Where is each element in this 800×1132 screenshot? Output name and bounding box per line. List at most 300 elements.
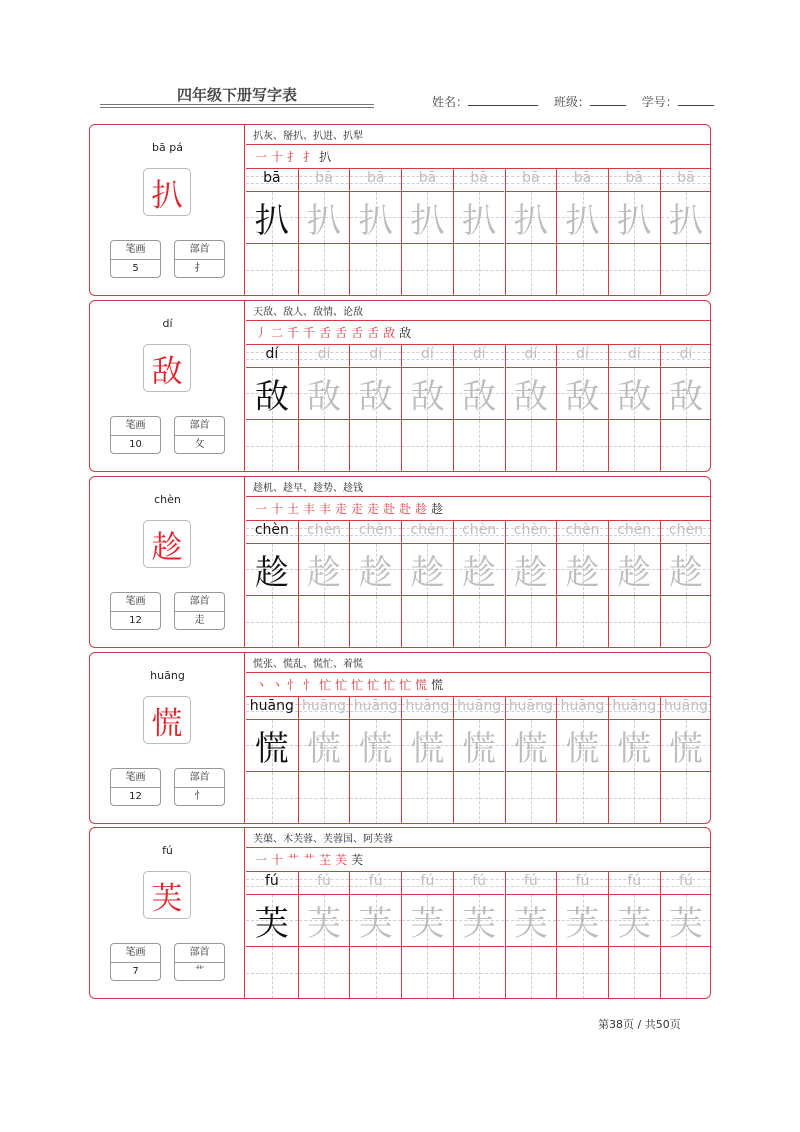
- stroke-step: 扒: [319, 149, 332, 164]
- stroke-step: 一: [255, 501, 268, 516]
- stroke-order: [255, 675, 443, 693]
- pinyin-cell: [506, 345, 557, 368]
- pinyin-cell: [557, 521, 608, 544]
- pinyin-cell: [661, 521, 711, 544]
- writing-cell[interactable]: [454, 244, 505, 296]
- writing-cell[interactable]: [246, 772, 298, 824]
- radical-value: 扌: [194, 263, 205, 274]
- trace-cell[interactable]: [350, 544, 401, 596]
- pinyin-cell: [506, 169, 557, 192]
- pinyin-trace: huāng: [405, 698, 450, 714]
- trace-cell[interactable]: [350, 192, 401, 244]
- radical-label: 部首: [175, 944, 224, 963]
- radical-box: [174, 416, 225, 454]
- pinyin-cell: [557, 697, 608, 720]
- stroke-step: 丿: [255, 325, 268, 340]
- pinyin-cell: [506, 872, 557, 895]
- pinyin-cell: [557, 872, 608, 895]
- pinyin-trace: chèn: [462, 522, 497, 538]
- stroke-count-value: 5: [132, 263, 139, 274]
- pinyin-cell: [454, 697, 505, 720]
- trace-cell[interactable]: [454, 720, 505, 772]
- trace-cell[interactable]: [454, 544, 505, 596]
- pinyin-cell: [402, 169, 453, 192]
- pinyin-model: chèn: [254, 522, 289, 538]
- practice-column: [608, 345, 660, 471]
- practice-column: [246, 872, 298, 998]
- stroke-step: 丰: [319, 501, 332, 516]
- model-cell[interactable]: [246, 544, 298, 596]
- writing-cell[interactable]: [506, 772, 557, 824]
- radical-box: [174, 240, 225, 278]
- model-character: 敌: [254, 376, 289, 417]
- writing-cell[interactable]: [402, 947, 453, 999]
- stroke-step: 芏: [319, 852, 332, 867]
- practice-column: [453, 345, 505, 471]
- pinyin-cell: [246, 521, 298, 544]
- trace-cell[interactable]: [557, 895, 608, 947]
- stroke-order: [255, 499, 443, 517]
- stroke-count-label: 笔画: [111, 769, 160, 788]
- pinyin-trace: bā: [625, 170, 643, 186]
- stroke-step: 忙: [335, 677, 348, 692]
- page-number: 第38页 / 共50页: [598, 1018, 681, 1031]
- pinyin-cell: [246, 872, 298, 895]
- practice-area: [246, 301, 710, 471]
- pinyin-trace: chèn: [565, 522, 600, 538]
- model-cell[interactable]: [246, 192, 298, 244]
- writing-cell[interactable]: [299, 244, 350, 296]
- trace-character: 扒: [513, 200, 548, 241]
- character-info-panel: [90, 125, 245, 295]
- stroke-step: 芙: [351, 852, 364, 867]
- practice-column: [660, 697, 711, 823]
- pinyin-trace: fú: [472, 873, 487, 889]
- pinyin-trace: fú: [575, 873, 590, 889]
- pinyin-cell: [609, 872, 660, 895]
- pinyin-cell: [299, 345, 350, 368]
- character-display: 慌: [143, 696, 191, 744]
- trace-character: 慌: [617, 728, 652, 769]
- trace-cell[interactable]: [661, 192, 711, 244]
- trace-character: 慌: [307, 728, 342, 769]
- trace-cell[interactable]: [557, 544, 608, 596]
- stroke-step: 忙: [319, 677, 332, 692]
- writing-cell[interactable]: [506, 596, 557, 648]
- practice-column: [349, 169, 401, 295]
- trace-cell[interactable]: [661, 368, 711, 420]
- stroke-step: 忙: [367, 677, 380, 692]
- writing-cell[interactable]: [661, 772, 711, 824]
- trace-cell[interactable]: [661, 895, 711, 947]
- stroke-count-label: 笔画: [111, 944, 160, 963]
- title-underline-2: [100, 107, 374, 108]
- word-examples: 慌张、慌乱、慌忙、着慌: [253, 659, 363, 670]
- trace-cell[interactable]: [402, 544, 453, 596]
- pinyin-trace: dí: [679, 346, 693, 362]
- stroke-order: [255, 147, 331, 165]
- stroke-step: 忄: [303, 677, 316, 692]
- trace-cell[interactable]: [506, 895, 557, 947]
- stroke-step: 敌: [399, 325, 412, 340]
- trace-cell[interactable]: [609, 368, 660, 420]
- trace-character: 趁: [668, 552, 703, 593]
- stroke-step: 一: [255, 852, 268, 867]
- writing-cell[interactable]: [246, 596, 298, 648]
- pinyin-cell: [402, 697, 453, 720]
- writing-cell[interactable]: [350, 947, 401, 999]
- pinyin-cell: [402, 521, 453, 544]
- trace-character: 芙: [668, 903, 703, 944]
- practice-column: [660, 345, 711, 471]
- stroke-count-box: [110, 768, 161, 806]
- pinyin-trace: dí: [317, 346, 331, 362]
- radical-value: 走: [194, 615, 205, 626]
- writing-cell[interactable]: [557, 420, 608, 472]
- character-pinyin: bā pá: [152, 141, 183, 154]
- trace-character: 芙: [410, 903, 445, 944]
- writing-cell[interactable]: [350, 420, 401, 472]
- pinyin-trace: huāng: [612, 698, 657, 714]
- trace-cell[interactable]: [299, 192, 350, 244]
- writing-cell[interactable]: [402, 244, 453, 296]
- writing-cell[interactable]: [350, 244, 401, 296]
- stroke-count-value: 12: [129, 791, 142, 802]
- trace-cell[interactable]: [454, 192, 505, 244]
- practice-column: [453, 872, 505, 998]
- trace-character: 敌: [358, 376, 393, 417]
- stroke-order: [255, 850, 363, 868]
- pinyin-cell: [454, 521, 505, 544]
- stroke-count-box: [110, 592, 161, 630]
- writing-cell[interactable]: [661, 947, 711, 999]
- pinyin-trace: chèn: [513, 522, 548, 538]
- student-info-fields: [432, 93, 714, 110]
- writing-cell[interactable]: [299, 420, 350, 472]
- practice-column: [505, 345, 557, 471]
- stroke-step: 一: [255, 149, 268, 164]
- trace-cell[interactable]: [609, 720, 660, 772]
- stroke-order: [255, 323, 411, 341]
- practice-column: [608, 697, 660, 823]
- writing-cell[interactable]: [246, 244, 298, 296]
- trace-character: 敌: [462, 376, 497, 417]
- writing-cell[interactable]: [299, 772, 350, 824]
- stroke-step: 舌: [367, 325, 380, 340]
- stroke-count-box: [110, 943, 161, 981]
- pinyin-trace: fú: [368, 873, 383, 889]
- pinyin-cell: [299, 521, 350, 544]
- trace-cell[interactable]: [299, 895, 350, 947]
- word-examples: 趁机、趁早、趁势、趁钱: [253, 483, 363, 494]
- trace-cell[interactable]: [454, 895, 505, 947]
- word-examples: 扒灰、掰扒、扒进、扒犁: [253, 131, 363, 142]
- pinyin-trace: fú: [627, 873, 642, 889]
- stroke-step: 千: [303, 325, 316, 340]
- stroke-step: 忙: [399, 677, 412, 692]
- practice-column: [349, 872, 401, 998]
- practice-area: [246, 477, 710, 647]
- pinyin-cell: [350, 345, 401, 368]
- trace-cell[interactable]: [506, 544, 557, 596]
- stroke-step: 艹: [287, 852, 300, 867]
- practice-column: [349, 521, 401, 647]
- stroke-step: 丶: [255, 677, 268, 692]
- stroke-step: 舌: [351, 325, 364, 340]
- pinyin-model: huāng: [249, 698, 294, 714]
- writing-cell[interactable]: [454, 420, 505, 472]
- writing-cell[interactable]: [557, 772, 608, 824]
- trace-cell[interactable]: [350, 895, 401, 947]
- writing-cell[interactable]: [454, 772, 505, 824]
- model-cell[interactable]: [246, 368, 298, 420]
- pinyin-cell: [454, 169, 505, 192]
- radical-label: 部首: [175, 417, 224, 436]
- stroke-count-box: [110, 416, 161, 454]
- pinyin-trace: chèn: [668, 522, 703, 538]
- pinyin-trace: dí: [369, 346, 383, 362]
- trace-cell[interactable]: [350, 720, 401, 772]
- practice-column: [660, 872, 711, 998]
- trace-cell[interactable]: [609, 895, 660, 947]
- stroke-step: 艹: [303, 852, 316, 867]
- trace-character: 扒: [565, 200, 600, 241]
- pinyin-trace: huāng: [663, 698, 708, 714]
- model-cell[interactable]: [246, 895, 298, 947]
- radical-value: 艹: [194, 966, 205, 977]
- writing-cell[interactable]: [246, 420, 298, 472]
- radical-label: 部首: [175, 241, 224, 260]
- trace-cell[interactable]: [661, 544, 711, 596]
- pinyin-cell: [557, 169, 608, 192]
- trace-character: 扒: [668, 200, 703, 241]
- character-pinyin: chèn: [154, 493, 181, 506]
- pinyin-cell: [246, 169, 298, 192]
- trace-character: 芙: [565, 903, 600, 944]
- trace-cell[interactable]: [609, 544, 660, 596]
- trace-cell[interactable]: [350, 368, 401, 420]
- stroke-step: 走: [367, 501, 380, 516]
- character-display: 敌: [143, 344, 191, 392]
- trace-cell[interactable]: [506, 720, 557, 772]
- stroke-count-value: 7: [132, 966, 139, 977]
- pinyin-trace: bā: [677, 170, 695, 186]
- pinyin-model: bā: [263, 170, 281, 186]
- class-label: 班级：: [553, 95, 590, 109]
- pinyin-trace: bā: [573, 170, 592, 186]
- trace-cell[interactable]: [557, 720, 608, 772]
- practice-column: [246, 521, 298, 647]
- trace-character: 趁: [617, 552, 652, 593]
- writing-cell[interactable]: [609, 947, 660, 999]
- writing-cell[interactable]: [661, 420, 711, 472]
- writing-cell[interactable]: [402, 772, 453, 824]
- number-field[interactable]: [678, 95, 714, 106]
- trace-cell[interactable]: [402, 720, 453, 772]
- stroke-step: 芙: [335, 852, 348, 867]
- word-examples: 天敌、敌人、敌情、论敌: [253, 307, 363, 318]
- pinyin-trace: huāng: [508, 698, 553, 714]
- stroke-count-label: 笔画: [111, 417, 160, 436]
- practice-column: [505, 697, 557, 823]
- trace-cell[interactable]: [557, 192, 608, 244]
- stroke-step: 十: [271, 501, 284, 516]
- pinyin-trace: bā: [470, 170, 488, 186]
- practice-area: [246, 653, 710, 823]
- writing-cell[interactable]: [402, 596, 453, 648]
- practice-area: [246, 125, 710, 295]
- character-info-panel: [90, 477, 245, 647]
- practice-column: [349, 697, 401, 823]
- stroke-step: 赴: [383, 501, 396, 516]
- trace-cell[interactable]: [402, 895, 453, 947]
- trace-character: 敌: [513, 376, 548, 417]
- pinyin-cell: [350, 872, 401, 895]
- writing-cell[interactable]: [609, 420, 660, 472]
- practice-column: [608, 169, 660, 295]
- writing-cell[interactable]: [557, 244, 608, 296]
- writing-cell[interactable]: [661, 244, 711, 296]
- practice-column: [556, 697, 608, 823]
- trace-character: 芙: [307, 903, 342, 944]
- practice-column: [556, 169, 608, 295]
- writing-cell[interactable]: [609, 244, 660, 296]
- pinyin-trace: chèn: [358, 522, 393, 538]
- trace-cell[interactable]: [506, 192, 557, 244]
- trace-cell[interactable]: [299, 720, 350, 772]
- writing-cell[interactable]: [402, 420, 453, 472]
- stroke-step: 舌: [319, 325, 332, 340]
- character-display: 扒: [143, 168, 191, 216]
- pinyin-trace: bā: [367, 170, 385, 186]
- practice-column: [401, 345, 453, 471]
- stroke-count-box: [110, 240, 161, 278]
- pinyin-trace: chèn: [410, 522, 445, 538]
- practice-column: [660, 521, 711, 647]
- writing-cell[interactable]: [506, 244, 557, 296]
- practice-grid: [246, 169, 710, 295]
- pinyin-cell: [609, 169, 660, 192]
- pinyin-trace: chèn: [307, 522, 342, 538]
- practice-column: [453, 169, 505, 295]
- name-label: 姓名：: [432, 95, 469, 109]
- writing-cell[interactable]: [506, 420, 557, 472]
- pinyin-cell: [454, 345, 505, 368]
- writing-cell[interactable]: [454, 947, 505, 999]
- trace-character: 芙: [358, 903, 393, 944]
- trace-cell[interactable]: [299, 368, 350, 420]
- stroke-step: 趁: [431, 501, 444, 516]
- stroke-step: 二: [271, 325, 284, 340]
- pinyin-cell: [609, 345, 660, 368]
- pinyin-trace: dí: [472, 346, 486, 362]
- class-field[interactable]: [590, 95, 626, 106]
- writing-cell[interactable]: [557, 947, 608, 999]
- pinyin-trace: huāng: [457, 698, 502, 714]
- trace-cell[interactable]: [402, 192, 453, 244]
- practice-column: [298, 345, 350, 471]
- stroke-step: 扌: [287, 149, 300, 164]
- pinyin-cell: [661, 169, 711, 192]
- practice-column: [453, 521, 505, 647]
- writing-cell[interactable]: [350, 596, 401, 648]
- trace-character: 扒: [617, 200, 652, 241]
- name-field[interactable]: [468, 95, 538, 106]
- radical-value: 忄: [194, 791, 205, 802]
- pinyin-cell: [506, 697, 557, 720]
- trace-cell[interactable]: [454, 368, 505, 420]
- writing-cell[interactable]: [557, 596, 608, 648]
- practice-column: [556, 521, 608, 647]
- writing-cell[interactable]: [246, 947, 298, 999]
- stroke-step: 扌: [303, 149, 316, 164]
- trace-character: 扒: [410, 200, 445, 241]
- practice-column: [298, 697, 350, 823]
- character-pinyin: dí: [162, 317, 173, 330]
- writing-cell[interactable]: [506, 947, 557, 999]
- character-card: [89, 827, 711, 999]
- stroke-step: 十: [271, 852, 284, 867]
- trace-cell[interactable]: [506, 368, 557, 420]
- model-cell[interactable]: [246, 720, 298, 772]
- stroke-step: 丶: [271, 677, 284, 692]
- trace-cell[interactable]: [557, 368, 608, 420]
- practice-column: [608, 521, 660, 647]
- trace-character: 敌: [410, 376, 445, 417]
- practice-column: [401, 521, 453, 647]
- writing-cell[interactable]: [661, 596, 711, 648]
- radical-label: 部首: [175, 593, 224, 612]
- trace-character: 扒: [462, 200, 497, 241]
- trace-cell[interactable]: [661, 720, 711, 772]
- pinyin-trace: bā: [522, 170, 540, 186]
- radical-box: [174, 943, 225, 981]
- radical-box: [174, 768, 225, 806]
- stroke-step: 慌: [415, 677, 428, 692]
- pinyin-cell: [661, 872, 711, 895]
- stroke-step: 趁: [415, 501, 428, 516]
- trace-cell[interactable]: [299, 544, 350, 596]
- practice-area: [246, 828, 710, 998]
- writing-cell[interactable]: [299, 947, 350, 999]
- pinyin-cell: [299, 169, 350, 192]
- character-card: [89, 300, 711, 472]
- trace-cell[interactable]: [609, 192, 660, 244]
- stroke-step: 忙: [383, 677, 396, 692]
- trace-cell[interactable]: [402, 368, 453, 420]
- writing-cell[interactable]: [609, 772, 660, 824]
- practice-column: [246, 697, 298, 823]
- stroke-count-value: 12: [129, 615, 142, 626]
- practice-grid: [246, 521, 710, 647]
- model-character: 扒: [254, 200, 289, 241]
- pinyin-trace: dí: [421, 346, 434, 362]
- pinyin-model: dí: [265, 346, 279, 362]
- practice-column: [556, 345, 608, 471]
- pinyin-cell: [661, 697, 711, 720]
- trace-character: 慌: [410, 728, 445, 769]
- writing-cell[interactable]: [609, 596, 660, 648]
- trace-character: 扒: [358, 200, 393, 241]
- writing-cell[interactable]: [299, 596, 350, 648]
- pinyin-trace: dí: [576, 346, 589, 362]
- pinyin-trace: huāng: [560, 698, 605, 714]
- model-character: 芙: [254, 903, 289, 944]
- trace-character: 慌: [565, 728, 600, 769]
- model-character: 慌: [254, 728, 289, 769]
- writing-cell[interactable]: [454, 596, 505, 648]
- writing-cell[interactable]: [350, 772, 401, 824]
